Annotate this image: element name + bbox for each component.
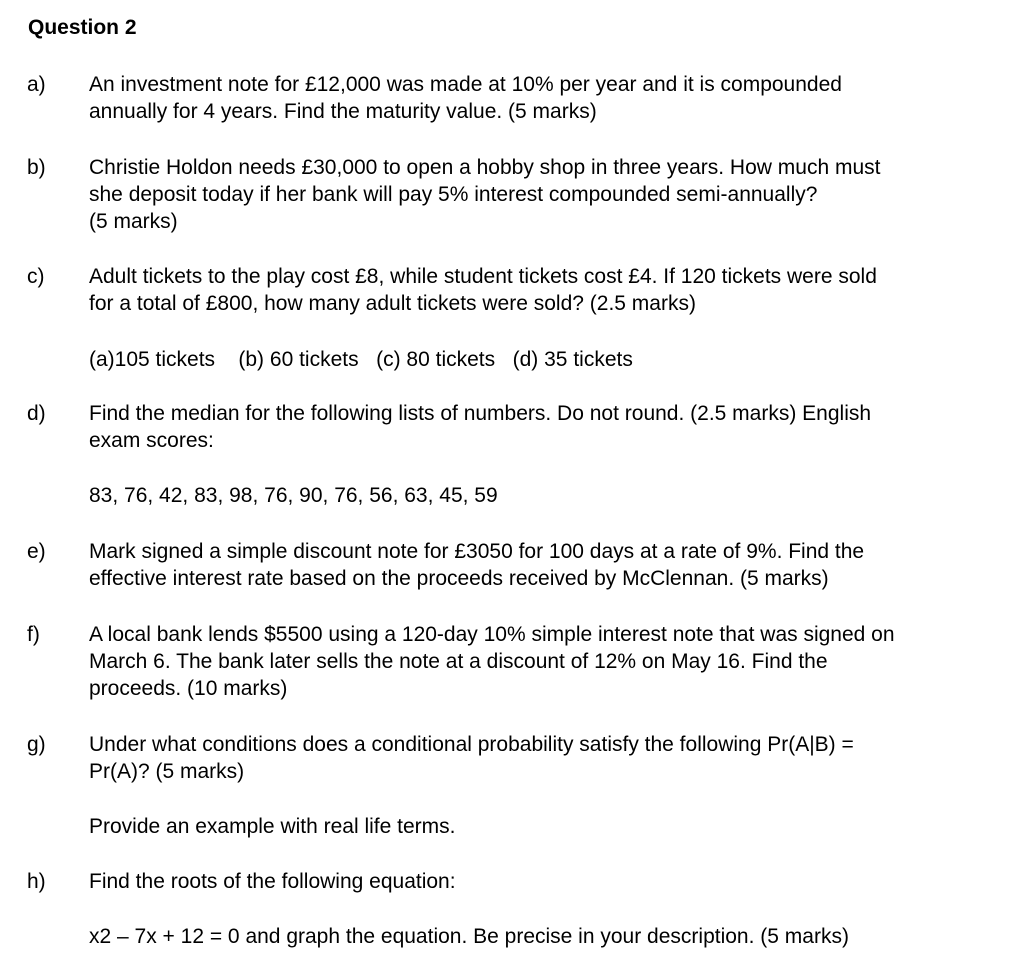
- part-f-line-3: proceeds. (10 marks): [89, 677, 288, 700]
- part-c-line-1: Adult tickets to the play cost £8, while student tickets cost £4. If 120 tickets were sold: [89, 265, 877, 288]
- part-a-line-1: An investment note for £12,000 was made at 10% per year and it is compounded: [89, 73, 842, 96]
- part-e-label: e): [27, 540, 46, 563]
- part-a-line-2: annually for 4 years. Find the maturity value. (5 marks): [89, 100, 597, 123]
- part-f-line-2: March 6. The bank later sells the note at a discount of 12% on May 16. Find the: [89, 650, 828, 673]
- part-b-label: b): [27, 156, 46, 179]
- part-d-line-1: Find the median for the following lists of numbers. Do not round. (2.5 marks) English: [89, 402, 872, 425]
- part-e-line-1: Mark signed a simple discount note for £3050 for 100 days at a rate of 9%. Find the: [89, 540, 865, 563]
- part-b-line-1: Christie Holdon needs £30,000 to open a hobby shop in three years. How much must: [89, 156, 881, 179]
- part-h-label: h): [27, 870, 46, 893]
- part-d-line-2: exam scores:: [89, 429, 214, 452]
- part-d-label: d): [27, 402, 46, 425]
- part-c-options: (a)105 tickets (b) 60 tickets (c) 80 tickets (d) 35 tickets: [89, 348, 633, 371]
- part-g-line-2: Pr(A)? (5 marks): [89, 760, 245, 783]
- part-f-label: f): [27, 623, 40, 646]
- part-c-line-2: for a total of £800, how many adult tickets were sold? (2.5 marks): [89, 292, 696, 315]
- part-d-data: 83, 76, 42, 83, 98, 76, 90, 76, 56, 63, 45, 59: [89, 484, 498, 507]
- part-h-line-2: x2 – 7x + 12 = 0 and graph the equation. Be precise in your description. (5 marks): [89, 925, 849, 948]
- part-g-line-1: Under what conditions does a conditional probability satisfy the following Pr(A|B) =: [89, 733, 854, 756]
- part-b-line-3: (5 marks): [89, 210, 178, 233]
- part-a-label: a): [27, 73, 46, 96]
- part-c-label: c): [27, 265, 45, 288]
- question-title: Question 2: [28, 16, 137, 39]
- part-b-line-2: she deposit today if her bank will pay 5% interest compounded semi-annually?: [89, 183, 818, 206]
- part-f-line-1: A local bank lends $5500 using a 120-day 10% simple interest note that was signed on: [89, 623, 895, 646]
- part-g-line-3: Provide an example with real life terms.: [89, 815, 456, 838]
- part-g-label: g): [27, 733, 46, 756]
- part-h-line-1: Find the roots of the following equation:: [89, 870, 456, 893]
- part-e-line-2: effective interest rate based on the proceeds received by McClennan. (5 marks): [89, 567, 829, 590]
